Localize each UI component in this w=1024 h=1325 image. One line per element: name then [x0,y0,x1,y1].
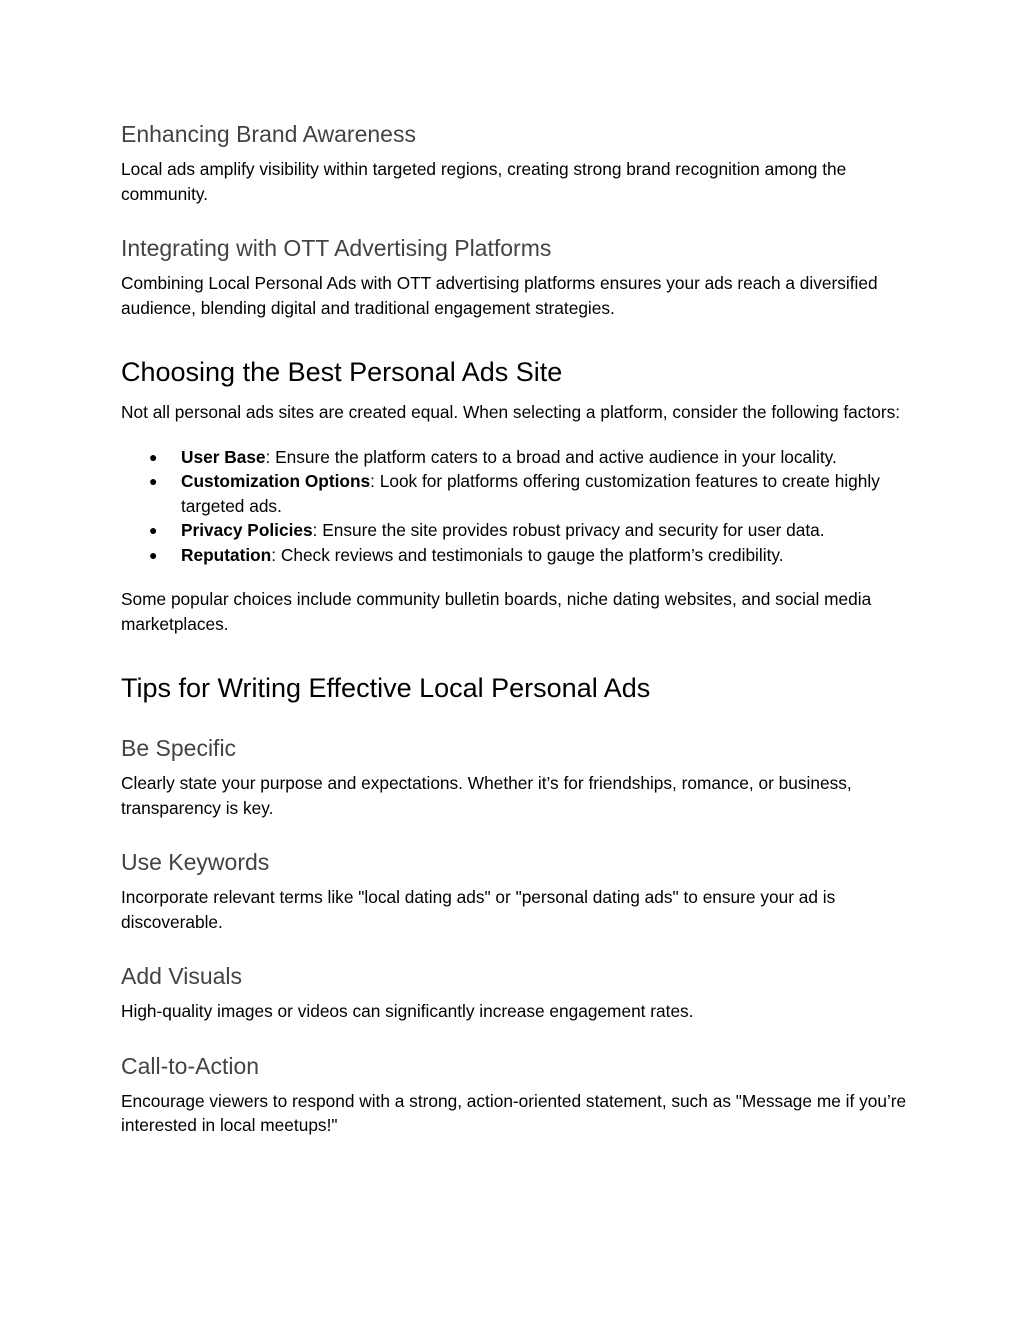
heading-use-keywords: Use Keywords [121,849,270,875]
factor-desc: : Ensure the site provides robust privacy and security for user data. [312,520,825,540]
paragraph-be-specific: Clearly state your purpose and expectations. Whether it’s for friendships, romance, or business, transparency is key. [121,773,852,818]
paragraph-ott-platforms: Combining Local Personal Ads with OTT advertising platforms ensures your ads reach a diversified audience, blending digital and traditional engagement strategies. [121,273,878,318]
paragraph-add-visuals: High-quality images or videos can significantly increase engagement rates. [121,1001,694,1021]
factor-desc: : Look for platforms offering customization features to create highly targeted ads. [181,471,880,516]
paragraph-call-to-action: Encourage viewers to respond with a strong, action-oriented statement, such as "Message me if you’re interested in local meetups!" [121,1090,907,1135]
paragraph-use-keywords: Incorporate relevant terms like "local dating ads" or "personal dating ads" to ensure your ad is discoverable. [121,887,836,932]
factor-term: Customization Options [181,471,371,491]
list-item [149,543,914,568]
bullet-icon: ● [149,448,158,465]
bullet-icon: ● [149,473,158,489]
factor-term: Privacy Policies [181,520,313,540]
heading-call-to-action: Call-to-Action [121,1052,260,1079]
heading-add-visuals: Add Visuals [121,963,243,989]
heading-be-specific: Be Specific [121,735,237,761]
factor-term: Reputation [181,544,272,565]
paragraph-brand-awareness: Local ads amplify visibility within targeted regions, creating strong brand recognition among the community. [121,159,847,204]
paragraph-choosing-intro: Not all personal ads sites are created equal. When selecting a platform, consider the following factors: [121,402,901,422]
heading-ott-platforms: Integrating with OTT Advertising Platforms [121,235,552,261]
factor-desc: : Ensure the platform caters to a broad and active audience in your locality. [265,446,837,467]
bullet-icon: ● [149,522,158,538]
heading-tips: Tips for Writing Effective Local Personal Ads [121,673,651,703]
factor-term: User Base [181,446,266,467]
list-item [149,469,914,518]
list-item [149,445,914,470]
heading-choosing-site: Choosing the Best Personal Ads Site [121,357,563,387]
bullet-icon: ● [149,546,158,563]
factors-list [121,445,914,568]
factor-desc: : Check reviews and testimonials to gauge the platform’s credibility. [271,544,784,565]
list-item [149,518,914,543]
paragraph-popular-choices: Some popular choices include community bulletin boards, niche dating websites, and social media marketplaces. [121,589,872,634]
heading-enhancing-brand-awareness: Enhancing Brand Awareness [121,121,416,147]
